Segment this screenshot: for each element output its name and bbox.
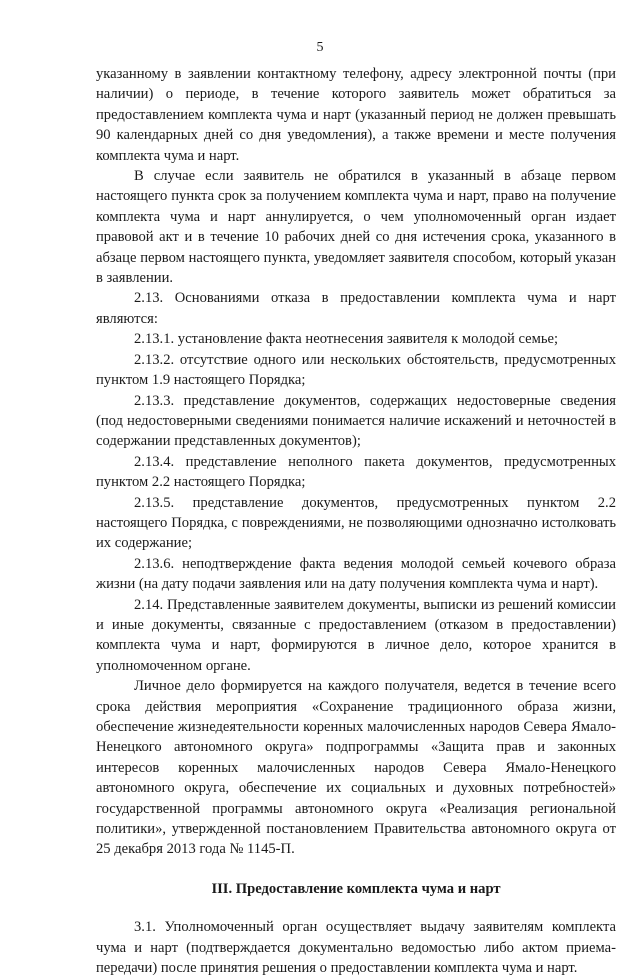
clause-3-1: 3.1. Уполномоченный орган осуществляет выдачу заявителям комплекта чума и нарт (подтверждается документально ведомостью либо актом приема-передачи) после принятия решения о предоставлении комплекта чума и нарт.	[96, 919, 616, 977]
clause-2-14: 2.14. Представленные заявителем документы, выписки из решений комиссии и иные документы, связанные с предоставлением (отказом в предоставлении) комплекта чума и нарт, формируются в личное дело, которое хранится в уполномоченном органе.	[96, 596, 616, 674]
clause-2-13-2: 2.13.2. отсутствие одного или нескольких обстоятельств, предусмотренных пунктом 1.9 настоящего Порядка;	[96, 351, 616, 389]
document-body	[96, 64, 616, 978]
clause-2-13-5: 2.13.5. представление документов, предусмотренных пунктом 2.2 настоящего Порядка, с повреждениями, не позволяющими однозначно истолковать их содержание;	[96, 494, 616, 552]
clause-2-13-1: 2.13.1. установление факта неотнесения заявителя к молодой семье;	[134, 331, 559, 348]
page-number: 5	[316, 40, 324, 55]
clause-2-13-6: 2.13.6. неподтверждение факта ведения молодой семьей кочевого образа жизни (на дату подачи заявления или на дату получения комплекта чума и нарт).	[96, 555, 616, 593]
paragraph-personal-file: Личное дело формируется на каждого получателя, ведется в течение всего срока действия мероприятия «Сохранение традиционного образа жизни, обеспечение жизнедеятельности коренных малочисленных народов Севера Ямало-Ненецкого автономного округа» подпрограммы «Защита прав и законных интересов коренных малочисленных народов Севера Ямало-Ненецкого автономного округа, обеспечение их социальных и духовных потребностей» государственной программы автономного округа «Реализация региональной политики», утвержденной постановлением Правительства автономного округа от 25 декабря 2013 года № 1145-П.	[96, 678, 616, 858]
paragraph-no-show: В случае если заявитель не обратился в указанный в абзаце первом настоящего пункта срок за получением комплекта чума и нарт, право на получение комплекта чума и нарт аннулируется, о чем уполномоченный орган издает правовой акт и в течение 10 рабочих дней со дня истечения срока, указанного в абзаце первом настоящего пункта, уведомляет заявителя способом, который указан в заявлении.	[96, 168, 616, 287]
section-heading: III. Предоставление комплекта чума и нарт	[211, 880, 501, 897]
clause-2-13: 2.13. Основаниями отказа в предоставлении комплекта чума и нарт являются:	[96, 290, 616, 327]
clause-2-13-4: 2.13.4. представление неполного пакета документов, предусмотренных пунктом 2.2 настоящего Порядка;	[96, 453, 616, 491]
clause-2-13-3: 2.13.3. представление документов, содержащих недостоверные сведения (под недостоверными сведениями понимается наличие искажений и неточностей в содержании представленных документов);	[96, 392, 616, 450]
paragraph-continuation: указанному в заявлении контактному телефону, адресу электронной почты (при наличии) о периоде, в течение которого заявитель может обратиться за предоставлением комплекта чума и нарт (указанный период не должен превышать 90 календарных дней со дня уведомления), а также времени и месте получения комплекта чума и нарт.	[96, 66, 616, 164]
